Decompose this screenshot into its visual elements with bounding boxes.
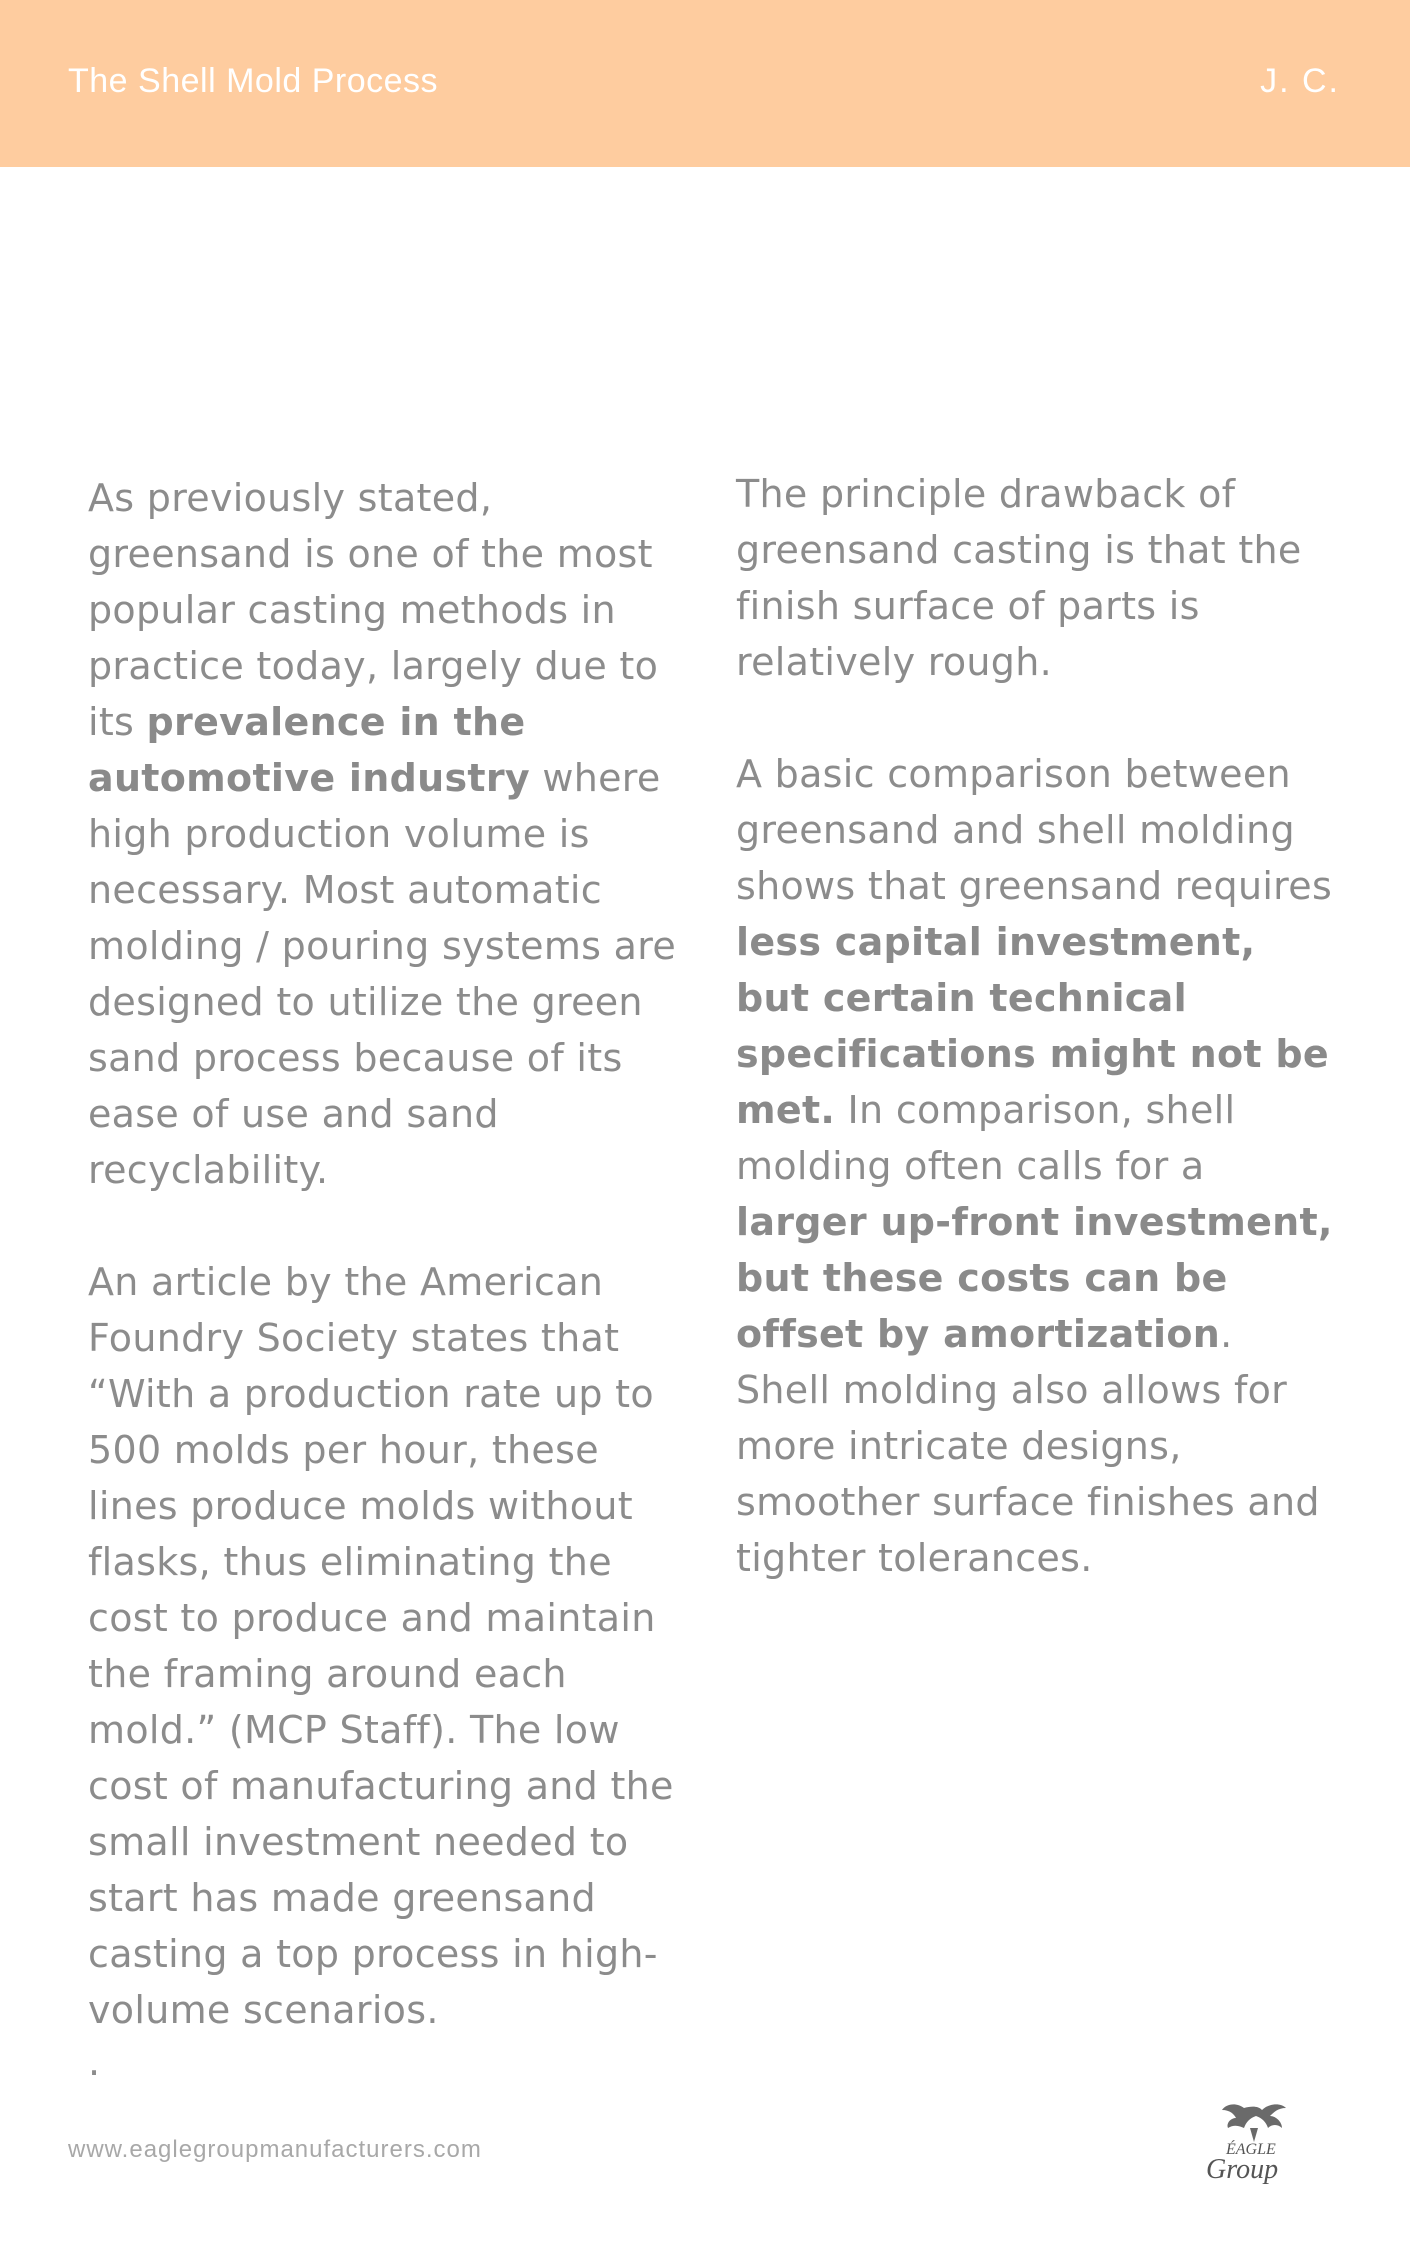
bold-text: larger up-front investment, but these costs can be offset by amortization (736, 1200, 1333, 1356)
text-run: As previously stated, greensand is one of the most popular casting methods in practice today, largely due to its (88, 476, 659, 744)
trailing-period: . (88, 2040, 101, 2084)
left-paragraph-1 (88, 470, 688, 1198)
footer-website-link[interactable]: www.eaglegroupmanufacturers.com (68, 2136, 482, 2163)
text-run: A basic comparison between greensand and shell molding shows that greensand requires (736, 752, 1333, 908)
svg-text:Group: Group (1206, 2154, 1279, 2185)
eagle-group-logo (1196, 2098, 1306, 2188)
left-paragraph-2: An article by the American Foundry Society states that “With a production rate up to 500 molds per hour, these lines produce molds without flasks, thus eliminating the cost to produce and maintain the framing around each mold.” (MCP Staff). The low cost of manufacturing and the small investment needed to start has made greensand casting a top process in high-volume scenarios. (88, 1260, 674, 2032)
svg-text:ÉAGLE: ÉAGLE (1226, 2141, 1276, 2158)
right-paragraph-1: The principle drawback of greensand casting is that the finish surface of parts is relatively rough. (736, 472, 1302, 684)
author-initials: J. C. (1260, 62, 1340, 100)
page-header (0, 0, 1410, 167)
document-title: The Shell Mold Process (68, 62, 439, 100)
bold-text: prevalence in the automotive industry (88, 700, 530, 800)
bold-text: less capital investment, but certain technical specifications might not be met. (736, 920, 1329, 1132)
text-run: In comparison, shell molding often calls for a (736, 1088, 1236, 1188)
left-column (88, 470, 688, 2094)
right-column (736, 466, 1336, 1642)
text-run: where high production volume is necessary. Most automatic molding / pouring systems are designed to utilize the green sand process because of its ease of use and sand recyclability. (88, 756, 676, 1192)
right-paragraph-2 (736, 746, 1336, 1586)
text-run: . Shell molding also allows for more intricate designs, smoother surface finishes and tighter tolerances. (736, 1312, 1320, 1580)
